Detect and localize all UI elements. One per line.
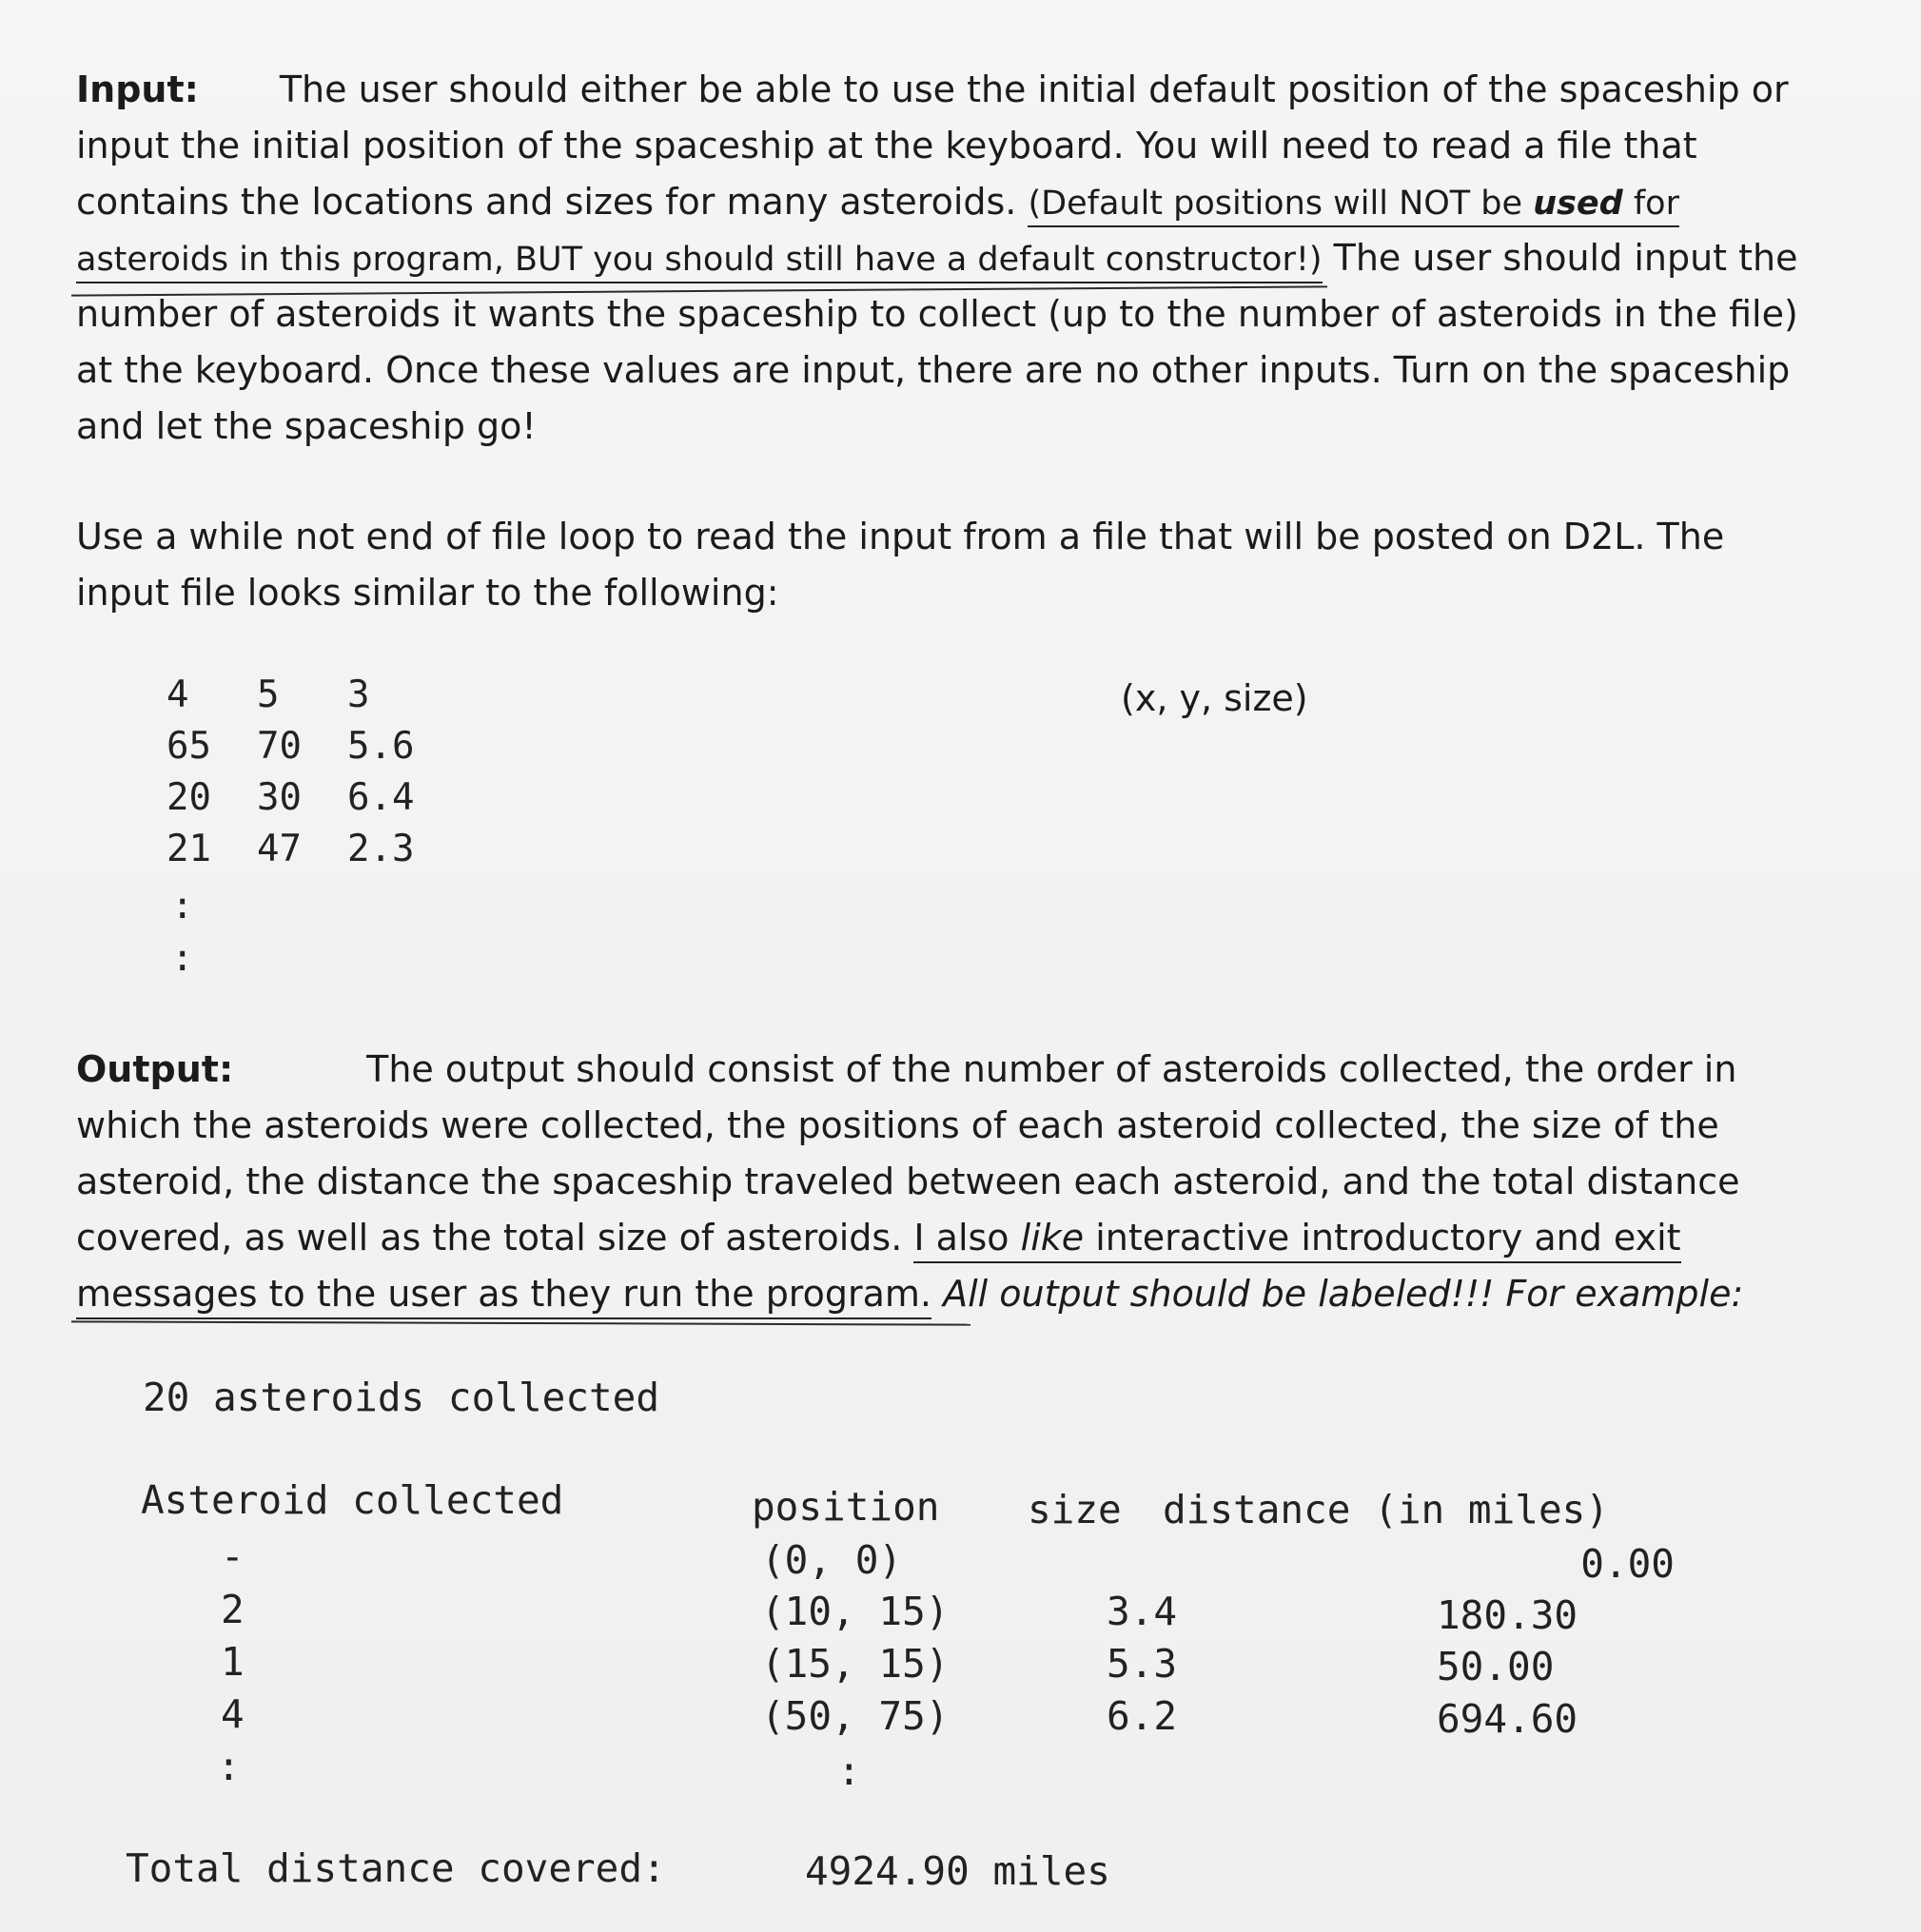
header-size: size <box>1028 1487 1122 1532</box>
row-1-asteroid: - <box>221 1533 245 1579</box>
row-4-distance: 694.60 <box>1437 1696 1578 1742</box>
total-label: Total distance covered: <box>126 1845 666 1891</box>
output-ellipsis-1: : <box>217 1744 241 1789</box>
file-line-1: Use a while not end of file loop to read the input from a file that will be posted on D2L. The <box>76 516 1725 557</box>
row-3-position: (15, 15) <box>761 1641 950 1687</box>
output-line-1: The output should consist of the number of asteroids collected, the order in <box>366 1048 1737 1090</box>
input-label: Input: <box>76 68 199 110</box>
header-position: position <box>752 1484 940 1530</box>
output-line-5-underlined: messages to the user as they run the program. <box>76 1273 931 1319</box>
file-row-3-y: 30 <box>257 776 302 819</box>
file-ellipsis-1: : <box>171 885 194 927</box>
input-line-3-wrap <box>76 174 1846 232</box>
input-line-2: input the initial position of the spaceship at the keyboard. You will need to read a file that <box>76 125 1697 166</box>
output-line-4b-rest: interactive introductory and exit <box>1084 1217 1681 1259</box>
header-distance: distance (in miles) <box>1163 1487 1609 1532</box>
row-3-distance: 50.00 <box>1437 1644 1555 1689</box>
output-line-4b <box>913 1217 1680 1263</box>
file-row-3-x: 20 <box>167 776 211 819</box>
file-row-4-x: 21 <box>167 828 211 870</box>
input-line-5: number of asteroids it wants the spaceship to collect (up to the number of asteroids in the file) <box>76 293 1798 335</box>
file-line-1-wrap <box>76 509 1846 565</box>
row-2-position: (10, 15) <box>761 1589 950 1634</box>
row-2-asteroid: 2 <box>221 1587 245 1632</box>
file-ellipsis-2: : <box>171 937 194 980</box>
output-line-4a: covered, as well as the total size of asteroids. <box>76 1217 903 1259</box>
file-row-2-x: 65 <box>167 725 211 768</box>
input-line-1: The user should either be able to use the initial default position of the spaceship or <box>279 68 1789 110</box>
input-line-4-wrap <box>76 230 1846 288</box>
input-line-6: at the keyboard. Once these values are input, there are no other inputs. Turn on the spaceship <box>76 349 1791 391</box>
output-label: Output: <box>76 1048 234 1090</box>
input-line-4-tail: The user should input the <box>1333 237 1798 279</box>
row-3-size: 5.3 <box>1107 1641 1178 1687</box>
row-4-size: 6.2 <box>1107 1693 1178 1739</box>
row-2-size: 3.4 <box>1107 1589 1178 1634</box>
file-row-3-size: 6.4 <box>347 776 415 819</box>
column-note: (x, y, size) <box>1121 677 1308 719</box>
file-line-2-wrap <box>76 565 1846 621</box>
output-line-1-wrap <box>76 1042 1846 1098</box>
file-row-1-size: 3 <box>347 673 370 716</box>
row-4-position: (50, 75) <box>761 1693 950 1739</box>
output-line-2: which the asteroids were collected, the positions of each asteroid collected, the size of the <box>76 1104 1719 1146</box>
input-line-7: and let the spaceship go! <box>76 405 537 447</box>
default-note <box>1028 185 1679 227</box>
default-note-line-2: asteroids in this program, BUT you should still have a default constructor!) <box>76 241 1323 283</box>
default-note-text-2: for <box>1622 185 1679 223</box>
output-line-3-wrap <box>76 1154 1846 1210</box>
used-emphasis: used <box>1533 185 1623 223</box>
file-row-4-size: 2.3 <box>347 828 415 870</box>
input-line-5-wrap <box>76 286 1846 342</box>
output-line-3: asteroid, the distance the spaceship traveled between each asteroid, and the total distance <box>76 1161 1740 1202</box>
default-note-text-1: (Default positions will NOT be <box>1028 185 1534 223</box>
input-paragraph <box>76 62 1846 118</box>
input-line-2-wrap <box>76 118 1846 174</box>
file-row-2-y: 70 <box>257 725 302 768</box>
input-line-3: contains the locations and sizes for many asteroids. <box>76 181 1017 223</box>
like-emphasis: like <box>1020 1217 1085 1259</box>
row-1-distance: 0.00 <box>1580 1541 1675 1587</box>
file-row-4-y: 47 <box>257 828 302 870</box>
input-line-7-wrap <box>76 399 1846 455</box>
row-2-distance: 180.30 <box>1437 1592 1578 1638</box>
header-asteroid: Asteroid collected <box>141 1477 564 1523</box>
total-value: 4924.90 miles <box>805 1848 1110 1894</box>
row-1-position: (0, 0) <box>761 1537 903 1583</box>
output-line-4-wrap <box>76 1210 1846 1266</box>
input-line-6-wrap <box>76 342 1846 399</box>
file-row-1-x: 4 <box>167 673 189 716</box>
row-3-asteroid: 1 <box>221 1639 245 1685</box>
file-row-2-size: 5.6 <box>347 725 415 768</box>
output-line-4b-start: I also <box>913 1217 1021 1259</box>
file-line-2: input file looks similar to the following: <box>76 572 779 614</box>
output-line-2-wrap <box>76 1098 1846 1154</box>
collected-line: 20 asteroids collected <box>143 1375 660 1420</box>
output-line-5-emphasis: All output should be labeled!!! For example: <box>943 1273 1744 1315</box>
row-4-asteroid: 4 <box>221 1691 245 1737</box>
file-row-1-y: 5 <box>257 673 280 716</box>
output-ellipsis-2: : <box>837 1748 861 1794</box>
output-line-5-wrap <box>76 1266 1846 1322</box>
